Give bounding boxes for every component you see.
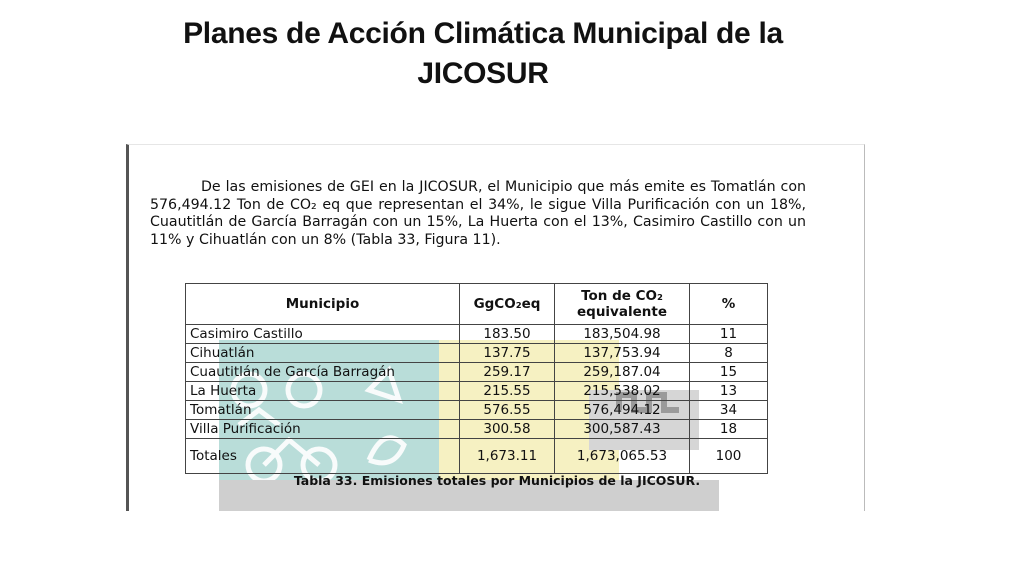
cell-percent: 11 [690, 325, 768, 344]
cell-percent: 8 [690, 344, 768, 363]
cell-municipio: La Huerta [186, 382, 460, 401]
table-row [186, 401, 768, 420]
cell-percent: 13 [690, 382, 768, 401]
cell-ton-co2: 183,504.98 [555, 325, 690, 344]
header-ton-co2-line-1: Ton de CO₂ [581, 288, 663, 304]
cell-ton-co2: 137,753.94 [555, 344, 690, 363]
cell-ggco2eq: 137.75 [460, 344, 555, 363]
cell-ggco2eq: 576.55 [460, 401, 555, 420]
document-excerpt [126, 144, 865, 511]
cell-municipio: Cuautitlán de García Barragán [186, 363, 460, 382]
slide-title-line-2: JICOSUR [417, 57, 549, 90]
slide-title [100, 14, 866, 94]
table-header-row [186, 284, 768, 325]
summary-paragraph: De las emisiones de GEI en la JICOSUR, el Municipio que más emite es Tomatlán con 576,494.12 Ton de CO₂ eq que representan el 34%, le sigue Villa Purificación con un 18%, Cuautitlán de García Barragán con un 15%, La Huerta con el 13%, Casimiro Castillo con un 11% y Cihuatlán con un 8% (Tabla 33, Figura 11). [150, 179, 806, 248]
header-ggco2eq: GgCO₂eq [460, 284, 555, 325]
cell-percent: 18 [690, 420, 768, 439]
header-percent: % [690, 284, 768, 325]
cell-percent: 34 [690, 401, 768, 420]
emissions-table [185, 283, 768, 474]
cell-ton-co2: 300,587.43 [555, 420, 690, 439]
table-total-row [186, 439, 768, 474]
table-row [186, 325, 768, 344]
cell-total-ggco2eq: 1,673.11 [460, 439, 555, 474]
header-ton-co2-line-2: equivalente [577, 304, 667, 320]
cell-percent: 15 [690, 363, 768, 382]
table-row [186, 420, 768, 439]
cell-total-label: Totales [186, 439, 460, 474]
table-caption: Tabla 33. Emisiones totales por Municipios de la JICOSUR. [293, 473, 701, 488]
cell-ton-co2: 215,538.02 [555, 382, 690, 401]
cell-total-ton-co2: 1,673,065.53 [555, 439, 690, 474]
slide-title-line-1: Planes de Acción Climática Municipal de la [183, 17, 783, 50]
cell-ton-co2: 576,494.12 [555, 401, 690, 420]
cell-ggco2eq: 215.55 [460, 382, 555, 401]
cell-ton-co2: 259,187.04 [555, 363, 690, 382]
header-ton-co2 [555, 284, 690, 325]
header-municipio: Municipio [186, 284, 460, 325]
cell-municipio: Casimiro Castillo [186, 325, 460, 344]
table-row [186, 363, 768, 382]
cell-total-percent: 100 [690, 439, 768, 474]
cell-ggco2eq: 259.17 [460, 363, 555, 382]
table-row [186, 382, 768, 401]
cell-municipio: Tomatlán [186, 401, 460, 420]
cell-municipio: Cihuatlán [186, 344, 460, 363]
cell-ggco2eq: 183.50 [460, 325, 555, 344]
table-row [186, 344, 768, 363]
cell-municipio: Villa Purificación [186, 420, 460, 439]
cell-ggco2eq: 300.58 [460, 420, 555, 439]
